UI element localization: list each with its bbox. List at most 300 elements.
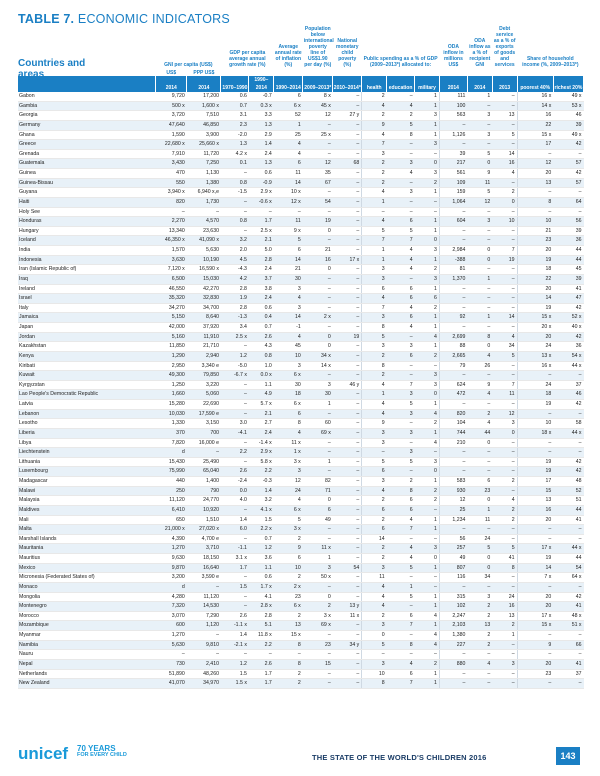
table-cell: -0.7 — [249, 92, 274, 101]
country-name: Ghana — [18, 130, 156, 140]
table-cell: 563 — [439, 111, 467, 121]
country-name: Kiribati — [18, 361, 156, 371]
table-cell: 1 — [415, 563, 440, 573]
table-cell: 0.0 x — [249, 371, 274, 381]
table-cell: 19 — [517, 467, 553, 477]
table-row — [18, 563, 584, 573]
table-cell: 11 x — [333, 611, 362, 621]
table-cell: 600 — [156, 621, 187, 631]
table-cell: 44 — [553, 554, 583, 564]
table-cell: 4.9 — [249, 390, 274, 400]
table-cell: 1 — [415, 284, 440, 294]
table-cell: 1,290 — [156, 351, 187, 361]
table-cell: – — [333, 650, 362, 660]
table-cell: 2 — [362, 159, 387, 169]
anniversary-text: FOR EVERY CHILD — [77, 752, 127, 758]
table-row — [18, 274, 584, 284]
table-cell: – — [439, 679, 467, 689]
table-cell: – — [439, 323, 467, 333]
table-cell: 15 x — [517, 621, 553, 631]
table-cell: – — [415, 197, 440, 207]
table-cell: 3 — [362, 149, 387, 159]
table-cell: – — [553, 409, 583, 419]
table-cell: 9,810 — [187, 640, 221, 650]
country-name: Gambia — [18, 101, 156, 111]
table-cell: 4 — [387, 101, 415, 111]
table-cell: 0 — [467, 496, 492, 506]
table-cell: – — [333, 140, 362, 150]
table-cell: – — [492, 92, 517, 101]
table-row — [18, 265, 584, 275]
table-cell: 1 — [492, 631, 517, 641]
table-cell: 4.0 — [221, 496, 249, 506]
table-row — [18, 159, 584, 169]
table-cell: 1,380 — [187, 178, 221, 188]
table-cell: 2 — [492, 515, 517, 525]
table-cell: – — [303, 120, 333, 130]
table-cell: 2 — [415, 659, 440, 669]
table-cell: – — [439, 448, 467, 458]
table-cell: 71 — [303, 486, 333, 496]
table-cell: – — [387, 361, 415, 371]
table-cell: 1.3 — [221, 140, 249, 150]
table-cell: 6 — [274, 409, 303, 419]
table-cell: 46 — [553, 111, 583, 121]
table-row — [18, 486, 584, 496]
table-cell: 100 — [439, 101, 467, 111]
table-cell: 6 — [387, 284, 415, 294]
table-cell: 250 — [156, 486, 187, 496]
table-cell: – — [517, 534, 553, 544]
table-cell: – — [492, 457, 517, 467]
table-cell: 14 — [274, 313, 303, 323]
table-cell: – — [467, 140, 492, 150]
table-cell: 3 — [274, 467, 303, 477]
table-cell: – — [274, 650, 303, 660]
table-cell: 16,590 x — [187, 265, 221, 275]
table-row — [18, 659, 584, 669]
table-cell: 2 — [492, 477, 517, 487]
table-cell: 227 — [439, 640, 467, 650]
table-cell: 109 — [439, 178, 467, 188]
table-cell: 41 — [553, 602, 583, 612]
table-cell: 2.6 — [221, 611, 249, 621]
table-cell: 5.7 x — [249, 400, 274, 410]
country-name: Honduras — [18, 217, 156, 227]
table-cell: 1 — [415, 130, 440, 140]
table-cell: 45 x — [303, 101, 333, 111]
table-cell: – — [439, 294, 467, 304]
table-cell: 2.2 — [249, 467, 274, 477]
table-cell: – — [467, 679, 492, 689]
table-cell: 41 — [553, 515, 583, 525]
table-cell: – — [553, 438, 583, 448]
table-cell: 19 — [517, 400, 553, 410]
table-cell: – — [333, 390, 362, 400]
table-cell: – — [333, 265, 362, 275]
table-cell: – — [303, 669, 333, 679]
table-cell: – — [362, 207, 387, 217]
table-cell: 4 — [387, 255, 415, 265]
table-cell: 24 — [517, 342, 553, 352]
table-cell: 67 — [303, 178, 333, 188]
table-cell: 4 — [362, 130, 387, 140]
table-cell: 6.0 — [221, 525, 249, 535]
country-name: Nepal — [18, 659, 156, 669]
country-name: Latvia — [18, 400, 156, 410]
table-cell: 3,070 — [156, 611, 187, 621]
table-cell: 2.4 — [249, 149, 274, 159]
table-cell: -1.5 — [221, 188, 249, 198]
table-cell: 19 — [303, 217, 333, 227]
table-cell: 2 — [362, 371, 387, 381]
table-cell: 44 — [553, 255, 583, 265]
table-cell: 37,920 — [187, 323, 221, 333]
table-cell: – — [333, 371, 362, 381]
table-cell: 1.1 — [249, 380, 274, 390]
anniversary-years: 70 YEARS — [77, 744, 116, 753]
table-cell: 4 — [415, 611, 440, 621]
table-cell: 0 — [467, 159, 492, 169]
table-cell: 2,940 — [187, 351, 221, 361]
table-cell: 1 — [362, 246, 387, 256]
table-cell: 1,130 — [187, 169, 221, 179]
table-cell: – — [333, 582, 362, 592]
table-cell: 3 — [362, 265, 387, 275]
table-cell: 210 — [439, 438, 467, 448]
table-cell: 45 — [274, 342, 303, 352]
table-cell: 1,660 — [156, 390, 187, 400]
table-cell: – — [467, 265, 492, 275]
table-cell: 2 — [362, 169, 387, 179]
table-cell: – — [333, 207, 362, 217]
table-cell: – — [187, 631, 221, 641]
table-cell: 1.2 — [249, 544, 274, 554]
table-cell: 5 — [362, 457, 387, 467]
table-cell: 8 — [517, 197, 553, 207]
country-name: Indonesia — [18, 255, 156, 265]
table-cell: 5.8 x — [249, 457, 274, 467]
country-name: Nauru — [18, 650, 156, 660]
table-cell: 30 — [274, 380, 303, 390]
table-cell: 2.2 x — [249, 525, 274, 535]
table-cell: 5,060 — [187, 390, 221, 400]
table-cell: 2 — [415, 303, 440, 313]
country-name: Libya — [18, 438, 156, 448]
table-cell: 1,730 — [187, 197, 221, 207]
table-cell: 4 — [492, 169, 517, 179]
table-cell: – — [439, 650, 467, 660]
table-row — [18, 178, 584, 188]
year-gni-us: 2014 — [156, 76, 187, 92]
table-cell: 4 — [467, 390, 492, 400]
table-cell: – — [303, 467, 333, 477]
table-cell: 24 — [467, 534, 492, 544]
table-cell: 81 — [439, 265, 467, 275]
table-cell: 44 x — [553, 428, 583, 438]
table-cell: 0 — [492, 197, 517, 207]
table-cell: – — [303, 679, 333, 689]
table-cell: 1,120 — [187, 621, 221, 631]
table-cell: 2 — [303, 602, 333, 612]
table-cell: 34 y — [333, 640, 362, 650]
table-cell: 4 — [415, 438, 440, 448]
table-cell: 1.7 — [249, 679, 274, 689]
table-cell: 10,190 — [187, 255, 221, 265]
table-cell: – — [333, 419, 362, 429]
table-cell: 6 — [362, 467, 387, 477]
table-cell: 2.4 — [249, 428, 274, 438]
table-cell: 12 — [517, 159, 553, 169]
table-cell: 1,330 — [156, 419, 187, 429]
table-cell: 7 x — [517, 573, 553, 583]
country-name: Lao People's Democratic Republic — [18, 390, 156, 400]
table-cell: 8 — [362, 679, 387, 689]
table-cell: 2,103 — [439, 621, 467, 631]
table-cell: 44 — [553, 505, 583, 515]
table-cell: – — [415, 448, 440, 458]
country-name: Kuwait — [18, 371, 156, 381]
table-cell: 1.5 — [221, 582, 249, 592]
table-cell: 36 — [553, 342, 583, 352]
table-cell: – — [553, 207, 583, 217]
table-cell: 56 — [439, 534, 467, 544]
table-cell: 1,370 — [439, 274, 467, 284]
table-cell: 23 — [467, 486, 492, 496]
table-cell: – — [333, 92, 362, 101]
table-cell: – — [439, 236, 467, 246]
table-cell: – — [467, 650, 492, 660]
table-cell: -2.1 x — [221, 640, 249, 650]
table-cell: – — [467, 448, 492, 458]
table-cell: 3 — [362, 621, 387, 631]
table-cell: 20 — [517, 659, 553, 669]
table-cell: 1 — [415, 525, 440, 535]
table-cell: 79,850 — [187, 371, 221, 381]
table-cell: 13 — [467, 621, 492, 631]
table-cell: 4 — [387, 246, 415, 256]
table-cell: 6 — [362, 284, 387, 294]
table-cell: 2 — [362, 351, 387, 361]
inflation-header: Average annual rate of inflation (%) — [274, 44, 302, 68]
table-cell: 2.2 — [221, 448, 249, 458]
table-row — [18, 332, 584, 342]
table-cell: 3 — [467, 130, 492, 140]
table-cell: – — [492, 284, 517, 294]
table-cell: 0.3 x — [249, 101, 274, 111]
table-cell: 42,000 — [156, 323, 187, 333]
table-cell: 3.2 — [221, 236, 249, 246]
table-cell: 14 — [492, 149, 517, 159]
table-cell: 11 — [274, 217, 303, 227]
table-cell: – — [333, 149, 362, 159]
table-row — [18, 351, 584, 361]
country-name: Micronesia (Federated States of) — [18, 573, 156, 583]
table-cell: – — [221, 650, 249, 660]
table-cell: 1 — [415, 477, 440, 487]
table-cell: 17 — [517, 140, 553, 150]
table-cell: – — [467, 400, 492, 410]
table-cell: 42 — [553, 169, 583, 179]
table-cell: 440 — [156, 477, 187, 487]
table-cell: 13 — [517, 178, 553, 188]
table-cell: 0.6 — [249, 573, 274, 583]
table-cell: – — [467, 457, 492, 467]
table-cell: – — [492, 582, 517, 592]
table-cell: 8 — [387, 640, 415, 650]
table-cell: 2.6 — [249, 332, 274, 342]
table-cell: – — [333, 448, 362, 458]
table-cell: 4.5 — [221, 255, 249, 265]
table-cell: 9 — [274, 544, 303, 554]
year-gni-ppp: 2014 — [187, 76, 221, 92]
table-cell: 3,900 — [187, 130, 221, 140]
table-cell: 3 — [415, 169, 440, 179]
country-name: Mauritius — [18, 554, 156, 564]
country-name: Gabon — [18, 92, 156, 101]
table-cell: 41 — [492, 554, 517, 564]
table-cell: 930 — [439, 486, 467, 496]
table-cell: 14 — [517, 294, 553, 304]
table-row — [18, 140, 584, 150]
table-cell: – — [333, 457, 362, 467]
table-cell: – — [387, 438, 415, 448]
table-cell: 11.8 x — [249, 631, 274, 641]
table-cell: – — [517, 371, 553, 381]
table-cell: – — [467, 120, 492, 130]
table-cell: 5.0 — [249, 246, 274, 256]
table-cell: 4 — [274, 496, 303, 506]
table-cell: 13 x — [517, 351, 553, 361]
table-cell: 6 — [415, 294, 440, 304]
table-cell: 4,280 — [156, 592, 187, 602]
table-cell: 2,410 — [187, 659, 221, 669]
table-row — [18, 544, 584, 554]
table-cell: – — [492, 265, 517, 275]
table-cell: – — [221, 342, 249, 352]
table-cell: 2.4 — [249, 265, 274, 275]
table-cell: 0.7 — [249, 323, 274, 333]
table-cell: – — [187, 582, 221, 592]
table-cell: 19 — [517, 457, 553, 467]
table-cell: 23 — [517, 236, 553, 246]
table-cell: 15,280 — [156, 400, 187, 410]
table-cell: 3 — [362, 342, 387, 352]
table-cell: 20 x — [517, 323, 553, 333]
table-cell: 7 — [362, 236, 387, 246]
table-cell: 3 — [362, 274, 387, 284]
table-cell: – — [303, 323, 333, 333]
table-cell: 7 — [387, 679, 415, 689]
gni-header: GNI per capita (US$) — [164, 62, 213, 68]
table-cell: 1.2 — [221, 351, 249, 361]
table-cell: 6 x — [274, 371, 303, 381]
table-cell: -0.6 x — [249, 197, 274, 207]
table-cell: 7 — [492, 246, 517, 256]
table-cell: – — [439, 140, 467, 150]
table-cell: 24 — [274, 486, 303, 496]
table-cell: – — [492, 679, 517, 689]
table-cell: 1 — [303, 554, 333, 564]
table-cell: 13 — [492, 611, 517, 621]
table-cell: -1.4 x — [249, 438, 274, 448]
table-cell: – — [467, 582, 492, 592]
table-cell: 10 x — [274, 188, 303, 198]
table-cell: 1.7 — [249, 217, 274, 227]
table-cell: 6 — [387, 496, 415, 506]
table-cell: 1.4 — [221, 631, 249, 641]
table-cell: 4 — [467, 351, 492, 361]
table-row — [18, 246, 584, 256]
table-cell: 52 — [553, 486, 583, 496]
table-row — [18, 582, 584, 592]
table-cell: 30 — [303, 390, 333, 400]
table-cell: – — [467, 294, 492, 304]
table-cell: 66 — [553, 640, 583, 650]
table-cell: – — [333, 342, 362, 352]
spend-military: military — [415, 76, 440, 92]
table-cell: 4 — [274, 332, 303, 342]
table-cell: – — [439, 207, 467, 217]
table-cell: 7 — [362, 140, 387, 150]
table-cell: 21 — [303, 246, 333, 256]
table-cell: 6 — [274, 246, 303, 256]
table-cell: 69 x — [303, 621, 333, 631]
table-cell: 2 — [492, 188, 517, 198]
table-cell: 41 — [553, 284, 583, 294]
table-cell: 1 — [415, 342, 440, 352]
table-cell: 10 — [517, 217, 553, 227]
table-cell: 5 — [387, 226, 415, 236]
table-row — [18, 428, 584, 438]
table-cell: 1,600 x — [187, 101, 221, 111]
table-cell: 2 — [274, 573, 303, 583]
table-cell: 3 — [415, 380, 440, 390]
table-cell: 54 x — [553, 351, 583, 361]
table-cell: 5 — [467, 149, 492, 159]
table-cell: 2 — [274, 611, 303, 621]
table-cell: – — [333, 323, 362, 333]
country-name: Jordan — [18, 332, 156, 342]
table-cell: 5,630 — [187, 246, 221, 256]
table-cell: 21 — [517, 226, 553, 236]
table-cell: 1 — [415, 428, 440, 438]
table-cell: 1.5 x — [221, 679, 249, 689]
table-cell: – — [553, 631, 583, 641]
country-name: Greece — [18, 140, 156, 150]
table-cell: 6 x — [274, 400, 303, 410]
table-cell: 26 — [467, 361, 492, 371]
country-name: Jamaica — [18, 313, 156, 323]
table-cell: 53 x — [553, 101, 583, 111]
table-cell: 2.6 — [221, 467, 249, 477]
table-cell: 6 — [387, 313, 415, 323]
table-cell: 2.1 — [249, 236, 274, 246]
table-cell: 0.8 — [221, 217, 249, 227]
table-cell: 0 — [303, 265, 333, 275]
table-cell: – — [303, 188, 333, 198]
table-cell: 20 — [517, 592, 553, 602]
table-cell: 0 — [415, 554, 440, 564]
table-cell: 42 — [553, 400, 583, 410]
table-cell: 3.7 — [249, 274, 274, 284]
table-cell: 27,020 x — [187, 525, 221, 535]
spend-education: education — [387, 76, 415, 92]
table-cell: 1 — [415, 602, 440, 612]
table-cell: 1 — [415, 679, 440, 689]
table-cell: 39 — [553, 226, 583, 236]
table-cell: 16 — [517, 111, 553, 121]
